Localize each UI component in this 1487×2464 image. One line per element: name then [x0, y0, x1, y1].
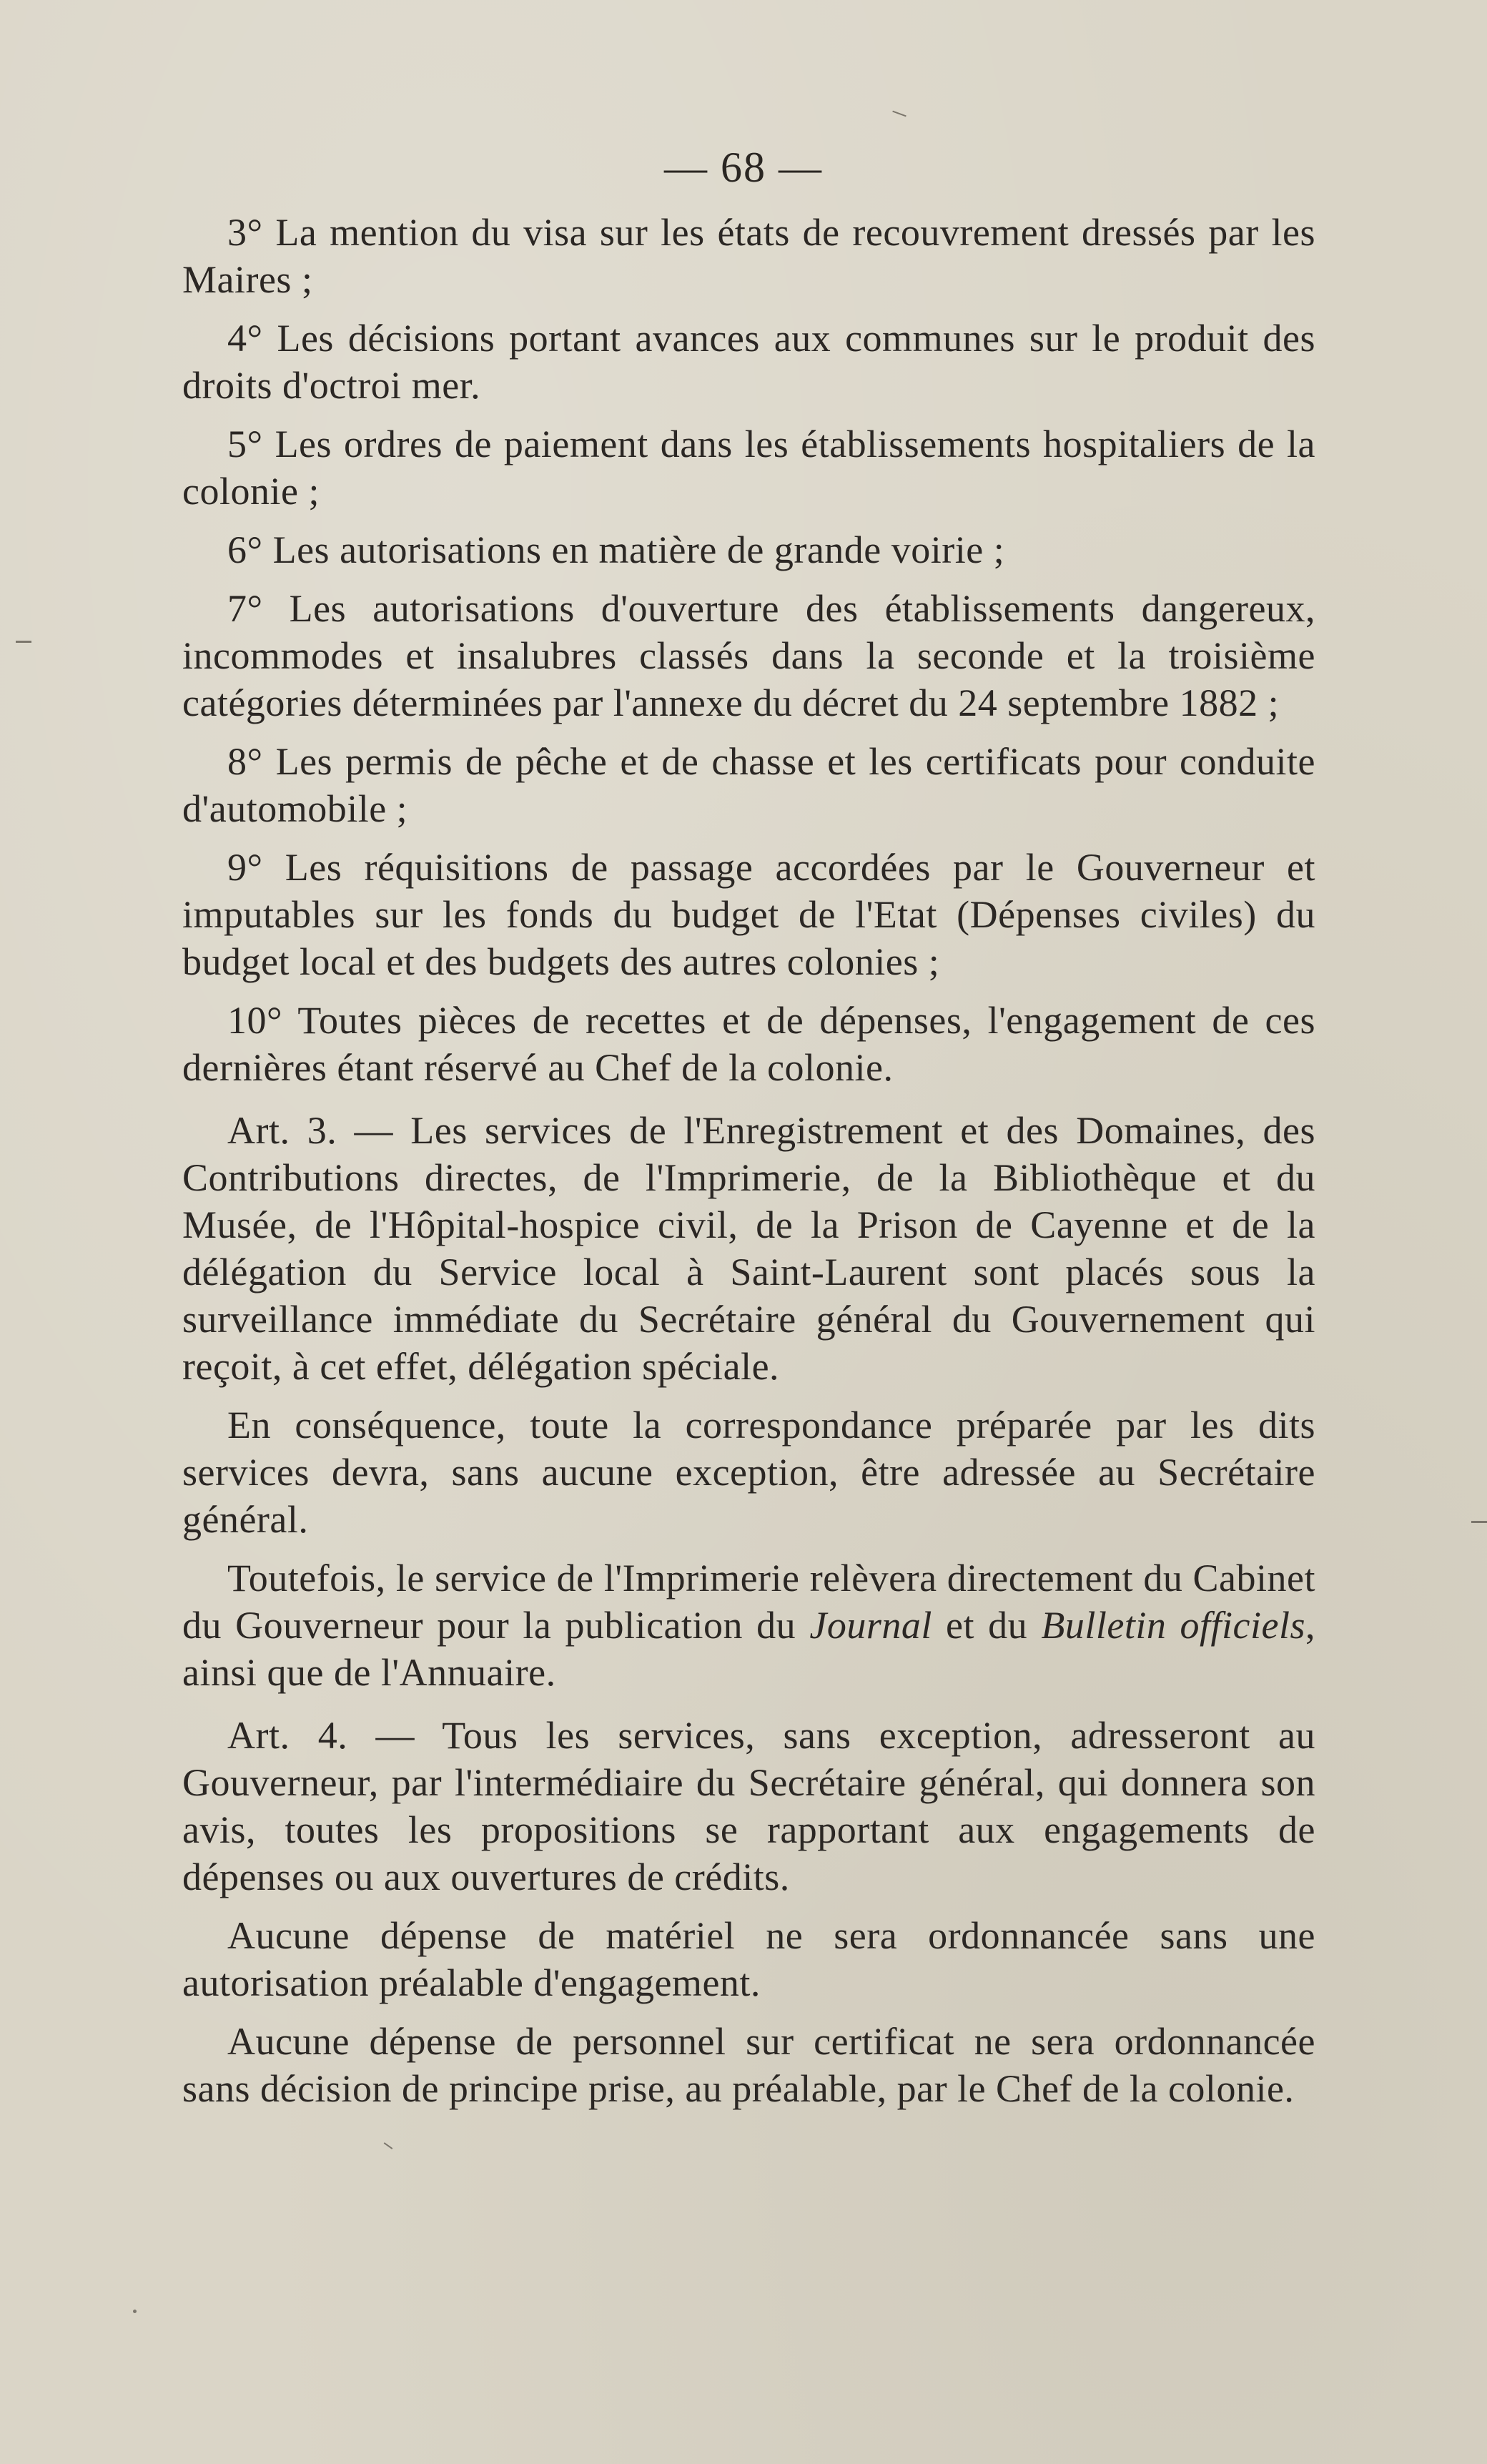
scan-mark — [16, 641, 31, 643]
toutefois-text-start: Toutefois, le service de l'Imprimerie relèvera directement du Cabinet du Gouverneur pour la publication du — [182, 1557, 1315, 1647]
body-text — [182, 209, 1315, 2124]
toutefois-text-end: , ainsi que de l'Annuaire. — [182, 1604, 1315, 1694]
paragraph-materiel: Aucune dépense de matériel ne sera ordonnancée sans une autorisation préalable d'engagement. — [182, 1914, 1315, 2004]
paragraph-item-8: 8° Les permis de pêche et de chasse et les certificats pour conduite d'automobile ; — [182, 740, 1315, 830]
paragraph-consequence: En conséquence, toute la correspondance préparée par les dits services devra, sans aucune exception, être adressée au Secrétaire général. — [182, 1404, 1315, 1541]
paragraph-item-7: 7° Les autorisations d'ouverture des établissements dangereux, incommodes et insalubres classés dans la seconde et la troisième catégories déterminées par l'annexe du décret du 24 septembre 1882 ; — [182, 587, 1315, 724]
paragraph-item-10: 10° Toutes pièces de recettes et de dépenses, l'engagement de ces dernières étant réservé au Chef de la colonie. — [182, 999, 1315, 1089]
paragraph-item-4: 4° Les décisions portant avances aux communes sur le produit des droits d'octroi mer. — [182, 317, 1315, 407]
page-number: — 68 — — [664, 144, 823, 191]
scan-mark — [384, 2142, 393, 2149]
paragraph-toutefois — [182, 1554, 1315, 1696]
scan-mark — [1471, 1521, 1487, 1523]
paragraph-article-4: Art. 4. — Tous les services, sans exception, adresseront au Gouverneur, par l'intermédiaire du Secrétaire général, qui donnera son avis, toutes les propositions se rapportant aux engagements de dépenses ou aux ouvertures de crédits. — [182, 1714, 1315, 1898]
paragraph-item-6: 6° Les autorisations en matière de grande voirie ; — [227, 528, 1005, 571]
paragraph-article-3: Art. 3. — Les services de l'Enregistrement et des Domaines, des Contributions directes, de l'Imprimerie, de la Bibliothèque et du Musée, de l'Hôpital-hospice civil, de la Prison de Cayenne et de la délégation du Service local à Saint-Laurent sont placés sous la surveillance immédiate du Secrétaire général du Gouvernement qui reçoit, à cet effet, délégation spéciale. — [182, 1109, 1315, 1388]
scan-mark — [133, 2310, 137, 2313]
bulletin-title: Bulletin officiels — [1041, 1604, 1305, 1647]
journal-title: Journal — [809, 1604, 932, 1647]
toutefois-text-et: et du — [932, 1604, 1042, 1647]
paragraph-item-3: 3° La mention du visa sur les états de recouvrement dressés par les Maires ; — [182, 211, 1315, 301]
paragraph-personnel: Aucune dépense de personnel sur certificat ne sera ordonnancée sans décision de principe prise, au préalable, par le Chef de la colonie. — [182, 2020, 1315, 2110]
paragraph-item-5: 5° Les ordres de paiement dans les établissements hospitaliers de la colonie ; — [182, 423, 1315, 513]
scan-mark — [892, 111, 906, 117]
paragraph-item-9: 9° Les réquisitions de passage accordées par le Gouverneur et imputables sur les fonds du budget de l'Etat (Dépenses civiles) du budget local et des budgets des autres colonies ; — [182, 846, 1315, 983]
